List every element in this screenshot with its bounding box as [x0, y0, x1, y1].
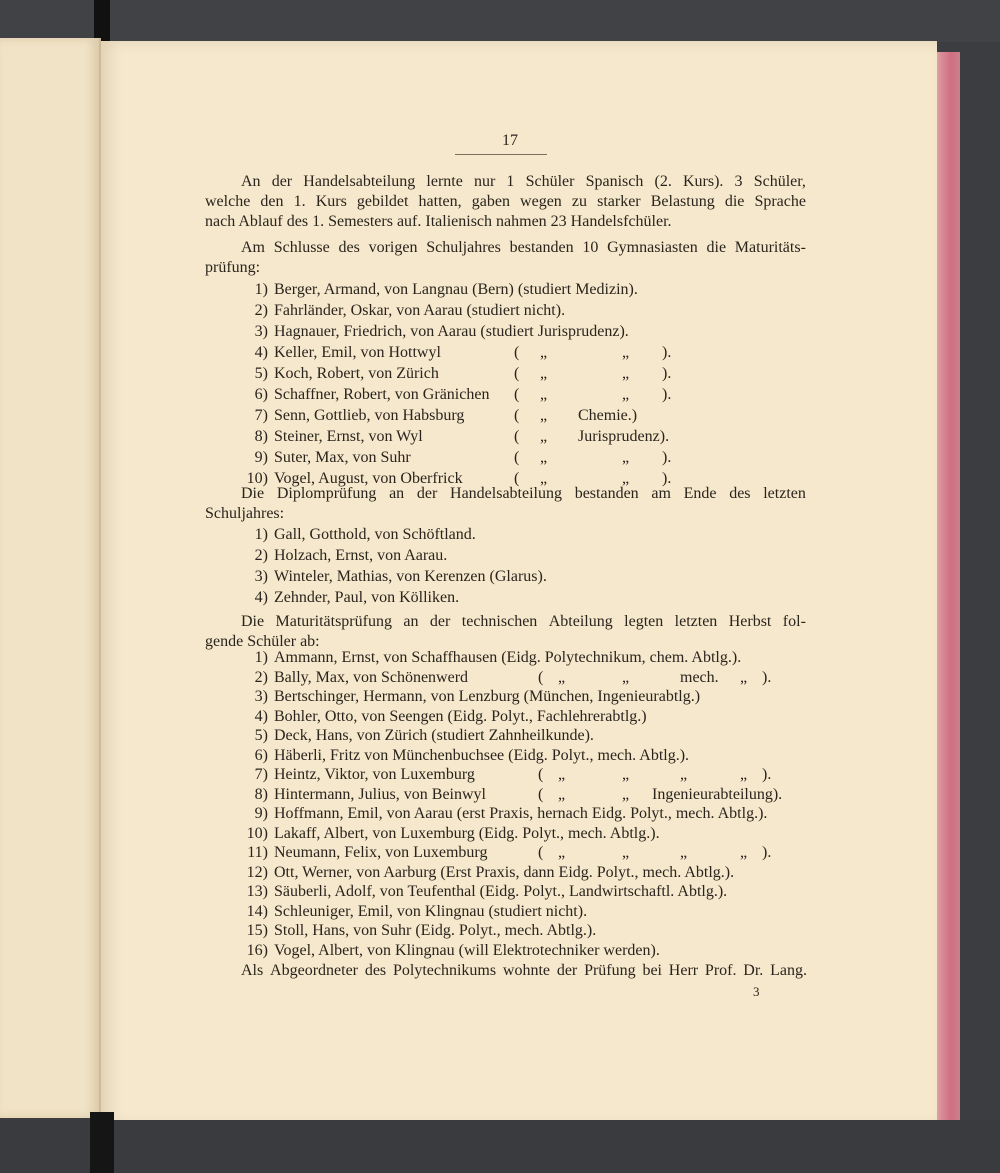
word: Schuljahres — [426, 239, 501, 256]
item-text: Vogel, Albert, von Klingnau (will Elektrotechniker werden). — [274, 942, 660, 959]
word: Als — [241, 962, 264, 979]
ditto-detail: Ingenieurabteilung). — [652, 786, 783, 803]
item-text: Fahrländer, Oskar, von Aarau (studiert nicht). — [274, 302, 566, 319]
item-number: 4) — [254, 344, 268, 361]
ditto-mark: „ — [540, 428, 548, 445]
item-name: Bally, Max, von Schönenwerd — [274, 669, 469, 686]
word: fol- — [782, 613, 806, 630]
item-number: 9) — [254, 449, 268, 466]
ditto-detail: „ — [622, 470, 630, 487]
tech-list-item — [240, 687, 810, 707]
ditto-detail: „ — [680, 844, 688, 861]
item-number: 10) — [246, 825, 268, 842]
item-number: 13) — [246, 883, 268, 900]
gym-list-item — [240, 427, 800, 447]
item-number: 4) — [254, 708, 268, 725]
item-name: Koch, Robert, von Zürich — [274, 365, 439, 382]
ditto-open: ( — [538, 786, 544, 803]
ditto-close: ). — [662, 344, 672, 361]
word: lernte — [426, 173, 463, 190]
word: der — [556, 962, 578, 979]
word: Die — [241, 613, 265, 630]
ditto-open: ( — [514, 449, 520, 466]
dipl-list-item — [240, 525, 800, 545]
word: Ende — [683, 485, 717, 502]
word: technischen — [461, 613, 538, 630]
tech-list-item — [240, 882, 810, 902]
dipl-list-item — [240, 567, 800, 587]
word: zu — [571, 193, 587, 210]
gym-list-item — [240, 406, 800, 426]
word: die — [724, 193, 745, 210]
para4-line — [241, 612, 806, 632]
tech-list-item — [240, 726, 810, 746]
word: am — [651, 485, 671, 502]
word: wohnte — [502, 962, 550, 979]
item-text: Häberli, Fritz von Münchenbuchsee (Eidg. Polyt., mech. Abtlg.). — [274, 747, 690, 764]
item-text: Hagnauer, Friedrich, von Aarau (studiert Jurisprudenz). — [274, 323, 629, 340]
word: Prüfung — [584, 962, 636, 979]
item-number: 16) — [246, 942, 268, 959]
word: Handelsabteilung — [450, 485, 562, 502]
tech-list-item — [240, 941, 810, 961]
item-name: Heintz, Viktor, von Luxemburg — [274, 766, 475, 783]
ditto-detail: „ — [622, 365, 630, 382]
word: 10 — [582, 239, 599, 256]
para2-line: prüfung: — [205, 259, 261, 276]
item-number: 6) — [254, 386, 268, 403]
word: der — [429, 613, 451, 630]
word: des — [338, 239, 360, 256]
dipl-list-item — [240, 546, 800, 566]
item-text: Zehnder, Paul, von Kölliken. — [274, 589, 460, 606]
tech-list-item — [240, 746, 810, 766]
ditto-open: ( — [538, 669, 544, 686]
word: gebildet — [356, 193, 409, 210]
ditto-open: ( — [514, 407, 520, 424]
word: Abgeordneter — [270, 962, 359, 979]
gym-list-item — [240, 385, 800, 405]
word: letzten — [674, 613, 718, 630]
para2-line — [241, 238, 806, 258]
item-number: 1) — [254, 649, 268, 666]
word: Sprache — [754, 193, 806, 210]
tech-list-item — [240, 824, 810, 844]
item-number: 6) — [254, 747, 268, 764]
tech-list-item — [240, 921, 810, 941]
para3-line — [241, 484, 806, 504]
gym-list-item — [240, 448, 800, 468]
item-name: Suter, Max, von Suhr — [274, 449, 411, 466]
ditto-detail: mech. — [680, 669, 719, 686]
item-number: 12) — [246, 864, 268, 881]
item-number: 2) — [254, 547, 268, 564]
item-number: 2) — [254, 669, 268, 686]
tech-list-item — [240, 648, 810, 668]
ditto-detail: Chemie.) — [578, 407, 638, 424]
word: die — [706, 239, 727, 256]
ditto-open: ( — [514, 344, 520, 361]
word: Schüler — [525, 173, 575, 190]
para3-line: Schuljahres: — [205, 505, 285, 522]
item-number: 5) — [254, 727, 268, 744]
ditto-mark: „ — [540, 365, 548, 382]
item-name: Senn, Gottlieb, von Habsburg — [274, 407, 465, 424]
item-text: Gall, Gotthold, von Schöftland. — [274, 526, 476, 543]
tech-list-item — [240, 902, 810, 922]
ditto-open: ( — [514, 470, 520, 487]
dipl-list-item — [240, 588, 800, 608]
item-name: Neumann, Felix, von Luxemburg — [274, 844, 488, 861]
item-name: Schaffner, Robert, von Gränichen — [274, 386, 490, 403]
item-text: Deck, Hans, von Zürich (studiert Zahnheilkunde). — [274, 727, 594, 744]
item-name: Hintermann, Julius, von Beinwyl — [274, 786, 486, 803]
page-number-rule — [455, 154, 547, 155]
ditto-close: ). — [762, 766, 772, 783]
word: der — [416, 485, 438, 502]
word: Am — [241, 239, 265, 256]
page-number: 17 — [502, 132, 518, 149]
tech-list-item — [240, 785, 810, 805]
ditto-close: ). — [762, 669, 772, 686]
word: Schüler, — [753, 173, 806, 190]
ditto-detail: „ — [622, 449, 630, 466]
gym-list-item — [240, 343, 800, 363]
tech-list-item — [240, 707, 810, 727]
item-text: Schleuniger, Emil, von Klingnau (studiert nicht). — [274, 903, 588, 920]
word: an — [389, 485, 405, 502]
item-number: 4) — [254, 589, 268, 606]
para1-line — [205, 192, 806, 212]
ditto-mark: „ — [740, 844, 748, 861]
word: Diplomprüfung — [276, 485, 377, 502]
item-number: 7) — [254, 407, 268, 424]
gym-list-item — [240, 364, 800, 384]
ditto-close: ). — [662, 386, 672, 403]
word: Lang. — [770, 962, 807, 979]
ditto-mark: „ — [740, 766, 748, 783]
item-number: 8) — [254, 786, 268, 803]
word: an — [403, 613, 419, 630]
tech-list-item — [240, 804, 810, 824]
ditto-mark: „ — [540, 386, 548, 403]
item-number: 8) — [254, 428, 268, 445]
ditto-mark: „ — [622, 786, 630, 803]
ditto-close: ). — [662, 470, 672, 487]
item-name: Vogel, August, von Oberfrick — [274, 470, 463, 487]
gym-list-item — [240, 322, 800, 342]
para1-line: nach Ablauf des 1. Semesters auf. Italienisch nahmen 23 Handelsfchüler. — [205, 213, 672, 230]
ditto-detail: „ — [680, 766, 688, 783]
word: wegen — [520, 193, 562, 210]
item-number: 9) — [254, 805, 268, 822]
word: des — [729, 485, 751, 502]
word: der — [271, 173, 293, 190]
gym-list-item — [240, 280, 800, 300]
word: Polytechnikums — [392, 962, 497, 979]
word: Schlusse — [273, 239, 330, 256]
word: Spanisch — [585, 173, 644, 190]
word: Maturitätsprüfung — [275, 613, 392, 630]
item-number: 1) — [254, 281, 268, 298]
item-name: Keller, Emil, von Hottwyl — [274, 344, 441, 361]
ditto-open: ( — [538, 844, 544, 861]
item-text: Säuberli, Adolf, von Teufenthal (Eidg. Polyt., Landwirtschaftl. Abtlg.). — [274, 883, 728, 900]
word: Herr — [668, 962, 699, 979]
item-number: 15) — [246, 922, 268, 939]
word: Abteilung — [548, 613, 613, 630]
item-text: Bohler, Otto, von Seengen (Eidg. Polyt., Fachlehrerabtlg.) — [274, 708, 647, 725]
word: vorigen — [368, 239, 418, 256]
ditto-mark: „ — [558, 766, 566, 783]
para4-line: gende Schüler ab: — [205, 633, 320, 650]
item-number: 2) — [254, 302, 268, 319]
tech-list-item — [240, 843, 810, 863]
ditto-mark: „ — [558, 844, 566, 861]
ditto-open: ( — [514, 386, 520, 403]
word: den — [260, 193, 284, 210]
item-number: 1) — [254, 526, 268, 543]
item-number: 11) — [247, 844, 268, 861]
para5-line — [241, 961, 807, 981]
word: gaben — [471, 193, 510, 210]
tech-list-item — [240, 765, 810, 785]
tech-list-item — [240, 863, 810, 883]
word: Handelsabteilung — [303, 173, 416, 190]
word: 1 — [506, 173, 515, 190]
item-text: Ott, Werner, von Aarburg (Erst Praxis, dann Eidg. Polyt., mech. Abtlg.). — [274, 864, 735, 881]
ditto-mark: „ — [540, 470, 548, 487]
word: legten — [624, 613, 664, 630]
word: Kurs — [315, 193, 347, 210]
word: (2. — [654, 173, 672, 190]
word: letzten — [763, 485, 806, 502]
word: 3 — [734, 173, 743, 190]
ditto-close: ). — [662, 449, 672, 466]
ditto-open: ( — [538, 766, 544, 783]
ditto-mark: „ — [558, 786, 566, 803]
word: starker — [597, 193, 641, 210]
word: welche — [205, 193, 251, 210]
word: nur — [473, 173, 496, 190]
item-text: Ammann, Ernst, von Schaffhausen (Eidg. Polytechnikum, chem. Abtlg.). — [274, 649, 742, 666]
signature-mark: 3 — [753, 984, 760, 999]
item-number: 3) — [254, 323, 268, 340]
item-number: 7) — [254, 766, 268, 783]
ditto-open: ( — [514, 428, 520, 445]
word: bestanden — [574, 485, 639, 502]
item-number: 10) — [246, 470, 268, 487]
ditto-mark: „ — [740, 669, 748, 686]
word: Gymnasiasten — [607, 239, 698, 256]
word: bei — [642, 962, 662, 979]
item-number: 3) — [254, 568, 268, 585]
word: Herbst — [728, 613, 772, 630]
word: bestanden — [509, 239, 574, 256]
item-text: Bertschinger, Hermann, von Lenzburg (München, Ingenieurabtlg.) — [274, 688, 701, 705]
item-text: Lakaff, Albert, von Luxemburg (Eidg. Polyt., mech. Abtlg.). — [274, 825, 660, 842]
word: Prof. — [704, 962, 737, 979]
item-number: 3) — [254, 688, 268, 705]
item-text: Stoll, Hans, von Suhr (Eidg. Polyt., mech. Abtlg.). — [274, 922, 597, 939]
para1-line — [241, 172, 806, 192]
word: Maturitäts- — [734, 239, 806, 256]
ditto-mark: „ — [540, 449, 548, 466]
item-text: Holzach, Ernst, von Aarau. — [274, 547, 448, 564]
item-number: 5) — [254, 365, 268, 382]
ditto-mark: „ — [540, 344, 548, 361]
ditto-open: ( — [514, 365, 520, 382]
item-number: 14) — [246, 903, 268, 920]
word: An — [241, 173, 261, 190]
ditto-mark: „ — [622, 669, 630, 686]
word: Belastung — [650, 193, 715, 210]
ditto-mark: „ — [622, 766, 630, 783]
item-text: Hoffmann, Emil, von Aarau (erst Praxis, hernach Eidg. Polyt., mech. Abtlg.). — [274, 805, 768, 822]
ditto-mark: „ — [540, 407, 548, 424]
ditto-mark: „ — [558, 669, 566, 686]
item-name: Steiner, Ernst, von Wyl — [274, 428, 423, 445]
word: Die — [241, 485, 265, 502]
tech-list-item — [240, 668, 810, 688]
ditto-close: ). — [662, 365, 672, 382]
word: hatten, — [418, 193, 462, 210]
item-text: Winteler, Mathias, von Kerenzen (Glarus). — [274, 568, 547, 585]
word: 1. — [293, 193, 306, 210]
word: Dr. — [743, 962, 764, 979]
ditto-mark: „ — [622, 844, 630, 861]
ditto-detail: Jurisprudenz). — [578, 428, 670, 445]
word: des — [364, 962, 387, 979]
ditto-detail: „ — [622, 386, 630, 403]
item-text: Berger, Armand, von Langnau (Bern) (studiert Medizin). — [274, 281, 638, 298]
word: Kurs). — [682, 173, 724, 190]
ditto-close: ). — [762, 844, 772, 861]
ditto-detail: „ — [622, 344, 630, 361]
gym-list-item — [240, 301, 800, 321]
